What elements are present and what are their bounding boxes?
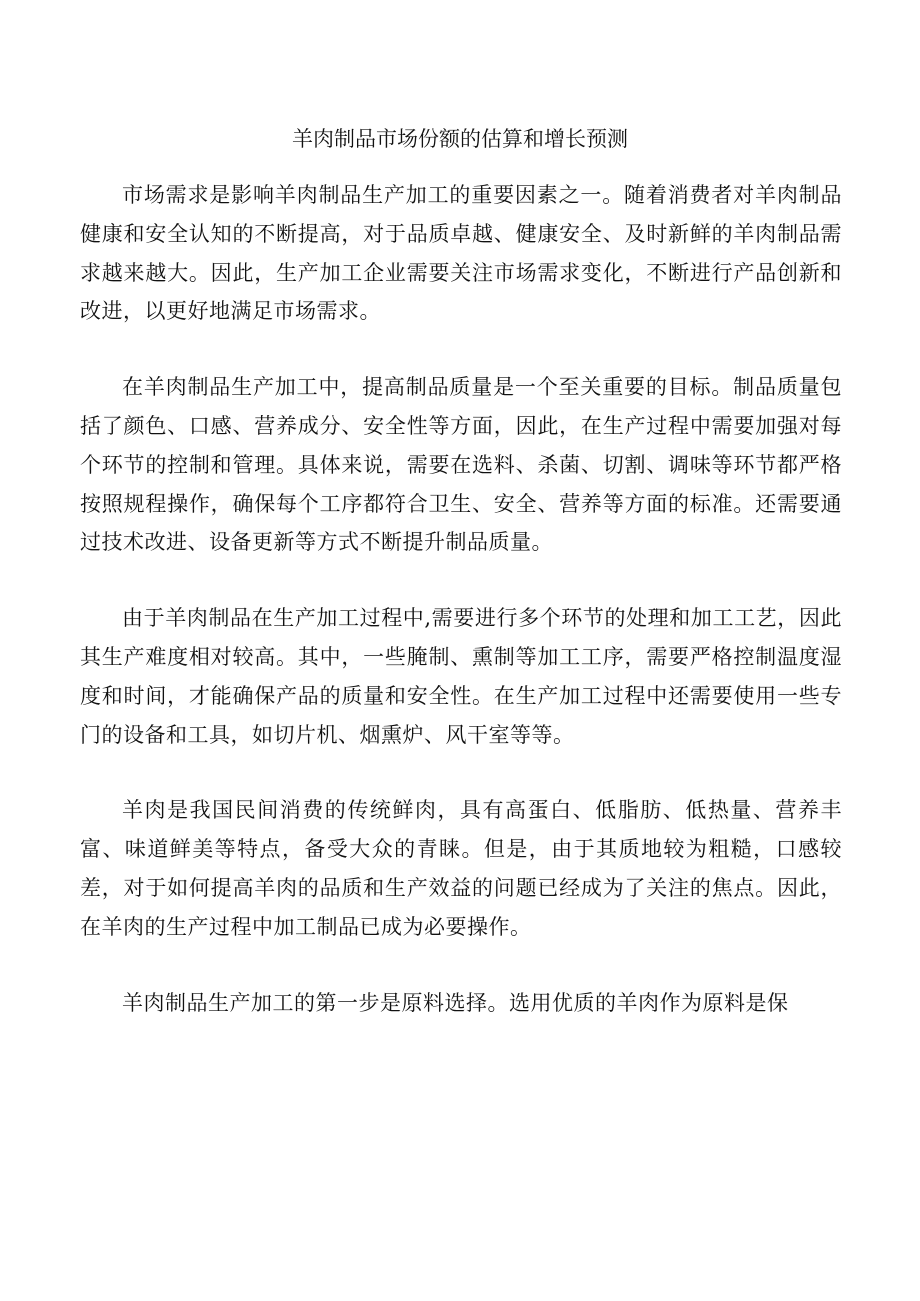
document-title: 羊肉制品市场份额的估算和增长预测 [292,127,628,151]
paragraph-raw-material-selection: 羊肉制品生产加工的第一步是原料选择。选用优质的羊肉作为原料是保 [122,990,789,1015]
paragraph-product-quality: 在羊肉制品生产加工中，提高制品质量是一个至关重要的目标。制品质量包括了颜色、口感、营养成分、安全性等方面，因此，在生产过程中需要加强对每个环节的控制和管理。具体来说，需要在选料、杀菌、切割、调味等环节都严格按照规程操作，确保每个工序都符合卫生、安全、营养等方面的标准。还需要通过技术改进、设备更新等方式不断提升制品质量。 [80,375,842,555]
document-body [80,176,842,1059]
paragraph-production-difficulty: 由于羊肉制品在生产加工过程中,需要进行多个环节的处理和加工工艺，因此其生产难度相对较高。其中，一些腌制、熏制等加工工序，需要严格控制温度湿度和时间，才能确保产品的质量和安全性。在生产加工过程中还需要使用一些专门的设备和工具，如切片机、烟熏炉、风干室等等。 [80,606,842,747]
paragraph-market-demand: 市场需求是影响羊肉制品生产加工的重要因素之一。随着消费者对羊肉制品健康和安全认知的不断提高，对于品质卓越、健康安全、及时新鲜的羊肉制品需求越来越大。因此，生产加工企业需要关注市场需求变化，不断进行产品创新和改进，以更好地满足市场需求。 [80,183,842,324]
paragraph-mutton-characteristics: 羊肉是我国民间消费的传统鲜肉，具有高蛋白、低脂肪、低热量、营养丰富、味道鲜美等特点，备受大众的青睐。但是，由于其质地较为粗糙，口感较差，对于如何提高羊肉的品质和生产效益的问题已经成为了关注的焦点。因此，在羊肉的生产过程中加工制品已成为必要操作。 [80,798,842,939]
